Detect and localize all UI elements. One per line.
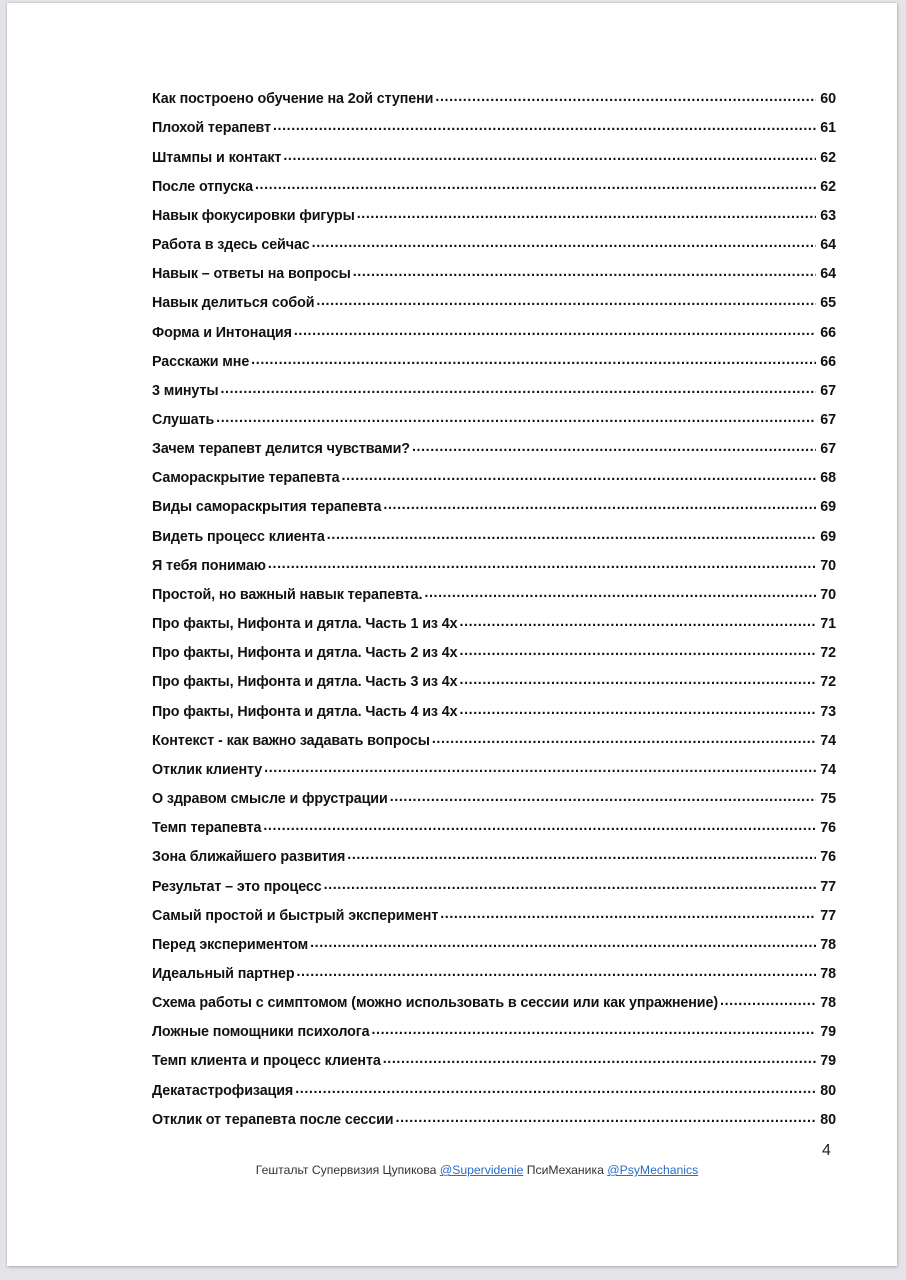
toc-entry-title: Отклик клиенту xyxy=(152,761,263,778)
toc-dot-leader xyxy=(440,905,816,919)
toc-dot-leader xyxy=(273,118,816,132)
toc-dot-leader xyxy=(383,1051,816,1065)
toc-entry-page: 69 xyxy=(820,499,836,516)
toc-dot-leader xyxy=(220,381,816,395)
toc-entry-page: 79 xyxy=(820,1024,836,1041)
toc-entry-title: Про факты, Нифонта и дятла. Часть 3 из 4х xyxy=(152,674,458,691)
toc-dot-leader xyxy=(432,730,816,744)
toc-entry-page: 75 xyxy=(820,791,836,808)
toc-dot-leader xyxy=(324,876,816,890)
toc-dot-leader xyxy=(294,322,816,336)
toc-entry-title: Видеть процесс клиента xyxy=(152,528,325,545)
toc-entry-title: После отпуска xyxy=(152,178,253,195)
toc-entry-page: 67 xyxy=(820,412,836,429)
toc-entry-page: 60 xyxy=(820,91,836,108)
toc-dot-leader xyxy=(460,701,817,715)
toc-entry[interactable] xyxy=(152,118,836,147)
toc-entry-title: Схема работы с симптомом (можно использовать в сессии или как упражнение) xyxy=(152,995,718,1012)
toc-entry[interactable] xyxy=(152,643,836,672)
toc-entry-title: Контекст - как важно задавать вопросы xyxy=(152,732,430,749)
toc-entry-page: 70 xyxy=(820,586,836,603)
toc-entry-title: Самораскрытие терапевта xyxy=(152,470,340,487)
toc-entry-title: Темп терапевта xyxy=(152,820,262,837)
toc-entry[interactable] xyxy=(152,322,836,351)
toc-dot-leader xyxy=(316,293,816,307)
toc-entry-page: 63 xyxy=(820,207,836,224)
toc-dot-leader xyxy=(383,497,816,511)
toc-entry[interactable] xyxy=(152,439,836,468)
toc-entry-page: 74 xyxy=(820,732,836,749)
toc-entry[interactable] xyxy=(152,1022,836,1051)
toc-dot-leader xyxy=(424,585,816,599)
toc-entry-title: Декатастрофизация xyxy=(152,1082,294,1099)
toc-entry[interactable] xyxy=(152,526,836,555)
toc-entry[interactable] xyxy=(152,89,836,118)
toc-entry-title: Работа в здесь сейчас xyxy=(152,237,310,254)
toc-entry-page: 76 xyxy=(820,849,836,866)
toc-entry[interactable] xyxy=(152,905,836,934)
document-page xyxy=(7,3,897,1266)
toc-entry-page: 67 xyxy=(820,441,836,458)
toc-dot-leader xyxy=(268,556,816,570)
toc-dot-leader xyxy=(720,993,816,1007)
toc-dot-leader xyxy=(357,206,816,220)
toc-dot-leader xyxy=(263,818,816,832)
toc-entry-title: Как построено обучение на 2ой ступени xyxy=(152,91,434,108)
toc-entry[interactable] xyxy=(152,993,836,1022)
toc-dot-leader xyxy=(295,1080,816,1094)
footer-link-psymechanics[interactable]: @PsyMechanics xyxy=(607,1163,699,1177)
toc-entry[interactable] xyxy=(152,789,836,818)
toc-entry[interactable] xyxy=(152,381,836,410)
toc-entry-page: 64 xyxy=(820,237,836,254)
toc-entry-title: Темп клиента и процесс клиента xyxy=(152,1053,381,1070)
toc-dot-leader xyxy=(264,760,816,774)
table-of-contents xyxy=(152,89,836,1139)
toc-entry[interactable] xyxy=(152,614,836,643)
toc-entry[interactable] xyxy=(152,876,836,905)
toc-entry-page: 78 xyxy=(820,965,836,982)
toc-entry[interactable] xyxy=(152,410,836,439)
toc-entry-page: 62 xyxy=(820,178,836,195)
toc-dot-leader xyxy=(347,847,816,861)
toc-entry-title: Простой, но важный навык терапевта. xyxy=(152,586,423,603)
toc-entry-title: Зачем терапевт делится чувствами? xyxy=(152,441,410,458)
footer-link-supervidenie[interactable]: @Supervidenie xyxy=(439,1163,524,1177)
toc-entry-page: 77 xyxy=(820,907,836,924)
page-number: 4 xyxy=(822,1142,831,1159)
toc-dot-leader xyxy=(342,468,817,482)
toc-entry-title: Про факты, Нифонта и дятла. Часть 2 из 4х xyxy=(152,645,458,662)
toc-entry[interactable] xyxy=(152,206,836,235)
toc-entry-page: 62 xyxy=(820,149,836,166)
toc-entry-title: Перед экспериментом xyxy=(152,936,309,953)
toc-entry-title: Отклик от терапевта после сессии xyxy=(152,1111,394,1128)
toc-entry-title: Про факты, Нифонта и дятла. Часть 4 из 4х xyxy=(152,703,458,720)
toc-entry-title: Форма и Интонация xyxy=(152,324,292,341)
toc-entry-title: Ложные помощники психолога xyxy=(152,1024,370,1041)
toc-entry-title: Навык фокусировки фигуры xyxy=(152,207,355,224)
footer-text-supervision: Гештальт Супервизия Цупикова xyxy=(255,1163,440,1177)
toc-entry-page: 80 xyxy=(820,1111,836,1128)
toc-entry-page: 65 xyxy=(820,295,836,312)
toc-entry-title: Самый простой и быстрый эксперимент xyxy=(152,907,439,924)
toc-entry-title: Идеальный партнер xyxy=(152,965,295,982)
toc-entry-page: 78 xyxy=(820,936,836,953)
toc-entry[interactable] xyxy=(152,847,836,876)
toc-entry[interactable] xyxy=(152,293,836,322)
toc-entry-page: 74 xyxy=(820,761,836,778)
toc-dot-leader xyxy=(371,1022,816,1036)
toc-entry[interactable] xyxy=(152,1109,836,1138)
toc-dot-leader xyxy=(251,351,816,365)
toc-entry-title: Штампы и контакт xyxy=(152,149,282,166)
toc-entry[interactable] xyxy=(152,264,836,293)
toc-dot-leader xyxy=(216,410,816,424)
toc-entry-title: Про факты, Нифонта и дятла. Часть 1 из 4х xyxy=(152,616,458,633)
toc-entry[interactable] xyxy=(152,556,836,585)
toc-entry-page: 78 xyxy=(820,995,836,1012)
toc-entry-page: 66 xyxy=(820,353,836,370)
toc-dot-leader xyxy=(396,1109,817,1123)
toc-entry[interactable] xyxy=(152,672,836,701)
toc-dot-leader xyxy=(255,176,816,190)
toc-dot-leader xyxy=(460,672,817,686)
toc-entry-page: 67 xyxy=(820,382,836,399)
toc-dot-leader xyxy=(353,264,816,278)
toc-entry[interactable] xyxy=(152,497,836,526)
toc-entry-title: Результат – это процесс xyxy=(152,878,322,895)
toc-entry-page: 77 xyxy=(820,878,836,895)
toc-entry[interactable] xyxy=(152,176,836,205)
toc-entry-page: 66 xyxy=(820,324,836,341)
toc-entry-page: 76 xyxy=(820,820,836,837)
toc-entry[interactable] xyxy=(152,760,836,789)
toc-entry-title: Виды самораскрытия терапевта xyxy=(152,499,382,516)
toc-entry-page: 68 xyxy=(820,470,836,487)
toc-entry-page: 71 xyxy=(820,616,836,633)
toc-entry[interactable] xyxy=(152,935,836,964)
toc-dot-leader xyxy=(460,643,817,657)
toc-entry-page: 69 xyxy=(820,528,836,545)
toc-entry-title: Слушать xyxy=(152,412,215,429)
toc-entry[interactable] xyxy=(152,1080,836,1109)
toc-entry[interactable] xyxy=(152,468,836,497)
toc-entry-title: Навык – ответы на вопросы xyxy=(152,266,351,283)
toc-entry-title: Плохой терапевт xyxy=(152,120,271,137)
toc-entry-page: 73 xyxy=(820,703,836,720)
toc-dot-leader xyxy=(283,147,816,161)
toc-entry[interactable] xyxy=(152,1051,836,1080)
toc-entry-page: 72 xyxy=(820,645,836,662)
toc-dot-leader xyxy=(310,935,816,949)
toc-dot-leader xyxy=(412,439,816,453)
toc-entry[interactable] xyxy=(152,964,836,993)
toc-dot-leader xyxy=(390,789,816,803)
toc-entry-title: Зона ближайшего развития xyxy=(152,849,346,866)
toc-dot-leader xyxy=(312,235,816,249)
toc-entry-page: 64 xyxy=(820,266,836,283)
toc-entry-page: 79 xyxy=(820,1053,836,1070)
toc-dot-leader xyxy=(327,526,816,540)
toc-entry-title: Я тебя понимаю xyxy=(152,557,266,574)
toc-dot-leader xyxy=(460,614,817,628)
toc-entry-title: Расскажи мне xyxy=(152,353,250,370)
toc-entry[interactable] xyxy=(152,235,836,264)
toc-entry-page: 61 xyxy=(820,120,836,137)
toc-entry[interactable] xyxy=(152,147,836,176)
toc-entry-title: О здравом смысле и фрустрации xyxy=(152,791,388,808)
footer-text-psymechanics: ПсиМеханика xyxy=(523,1163,608,1177)
toc-entry-title: 3 минуты xyxy=(152,382,219,399)
page-footer xyxy=(7,1163,897,1177)
toc-dot-leader xyxy=(296,964,816,978)
toc-entry-page: 80 xyxy=(820,1082,836,1099)
toc-entry[interactable] xyxy=(152,585,836,614)
toc-entry-title: Навык делиться собой xyxy=(152,295,315,312)
toc-entry[interactable] xyxy=(152,730,836,759)
toc-entry-page: 72 xyxy=(820,674,836,691)
toc-entry[interactable] xyxy=(152,351,836,380)
toc-entry[interactable] xyxy=(152,818,836,847)
toc-entry[interactable] xyxy=(152,701,836,730)
toc-dot-leader xyxy=(435,89,816,103)
toc-entry-page: 70 xyxy=(820,557,836,574)
